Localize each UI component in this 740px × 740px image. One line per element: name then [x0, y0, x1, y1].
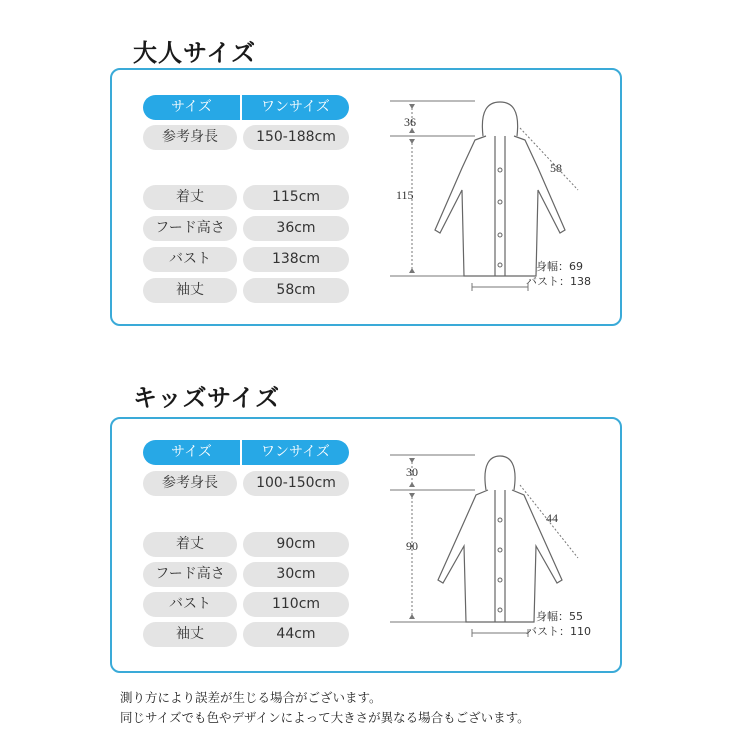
adult-row-value: 138cm	[243, 247, 349, 272]
adult-length-dim: 115	[396, 188, 414, 202]
adult-height-value: 150-188cm	[243, 125, 349, 150]
kids-row-label: 袖丈	[143, 622, 237, 647]
kids-row-label: バスト	[143, 592, 237, 617]
adult-row-label: バスト	[143, 247, 237, 272]
adult-height-label: 参考身長	[143, 125, 237, 150]
adult-hood-dim: 36	[404, 115, 416, 129]
kids-height-value: 100-150cm	[243, 471, 349, 496]
kids-bust-dim: バスト：110	[526, 625, 591, 638]
adult-width-dim: 身幅：69	[536, 260, 583, 273]
kids-row-value: 44cm	[243, 622, 349, 647]
kids-raincoat-diagram	[380, 440, 610, 650]
adult-sleeve-dim: 58	[550, 161, 562, 175]
kids-row-value: 90cm	[243, 532, 349, 557]
kids-height-label: 参考身長	[143, 471, 237, 496]
kids-size-value: ワンサイズ	[242, 440, 349, 465]
kids-size-title: キッズサイズ	[133, 384, 281, 412]
adult-row-label: 着丈	[143, 185, 237, 210]
note-variation: 同じサイズでも色やデザインによって大きさが異なる場合もございます。	[120, 710, 530, 725]
adult-size-label: サイズ	[143, 95, 240, 120]
adult-size-value: ワンサイズ	[242, 95, 349, 120]
adult-row-value: 115cm	[243, 185, 349, 210]
kids-width-dim: 身幅：55	[536, 610, 583, 623]
kids-sleeve-dim: 44	[546, 511, 558, 525]
adult-row-value: 36cm	[243, 216, 349, 241]
adult-row-label: 袖丈	[143, 278, 237, 303]
kids-row-label: フード高さ	[143, 562, 237, 587]
kids-length-dim: 90	[406, 539, 418, 553]
note-measurement: 測り方により誤差が生じる場合がございます。	[120, 690, 382, 705]
adult-row-value: 58cm	[243, 278, 349, 303]
adult-row-label: フード高さ	[143, 216, 237, 241]
adult-size-title: 大人サイズ	[133, 39, 257, 67]
kids-row-value: 30cm	[243, 562, 349, 587]
kids-hood-dim: 30	[406, 465, 418, 479]
kids-row-value: 110cm	[243, 592, 349, 617]
kids-row-label: 着丈	[143, 532, 237, 557]
kids-size-label: サイズ	[143, 440, 240, 465]
adult-bust-dim: バスト：138	[526, 275, 591, 288]
adult-raincoat-diagram	[380, 90, 610, 300]
